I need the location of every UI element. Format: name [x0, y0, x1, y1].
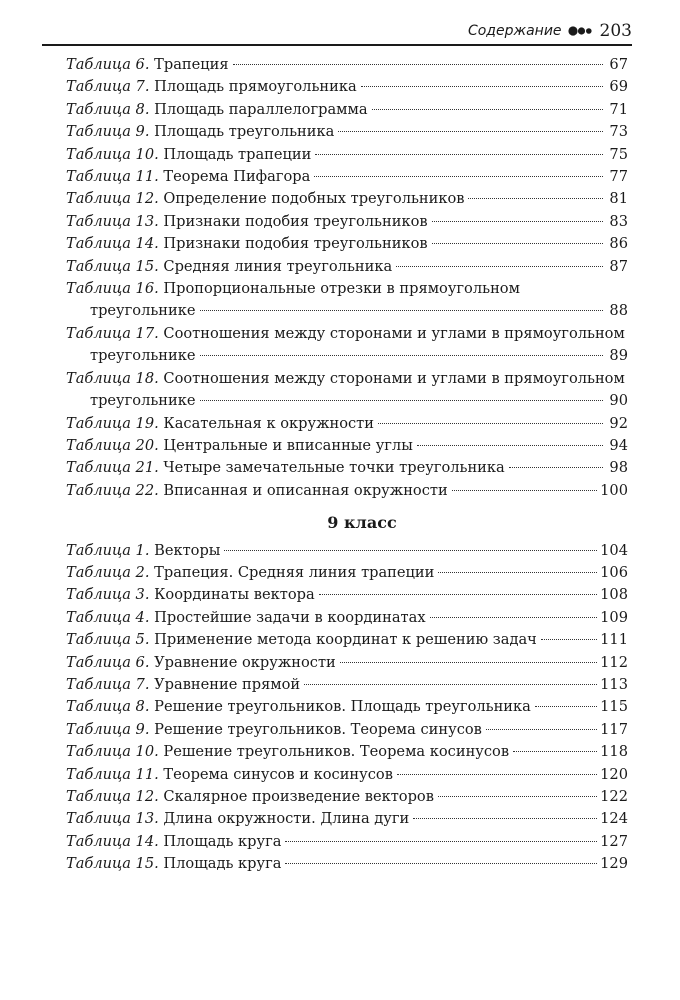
- dot-leader: [372, 109, 603, 110]
- toc-entry-number: Таблица 3.: [66, 586, 150, 604]
- toc-entry-title: Площадь круга: [163, 855, 282, 873]
- toc-entry-page: 71: [609, 100, 628, 118]
- toc-entry[interactable]: [66, 256, 628, 278]
- toc-entry-title: Признаки подобия треугольников: [163, 235, 428, 253]
- toc-entry-page: 90: [609, 392, 628, 410]
- toc-entry-first-line: [66, 368, 628, 390]
- toc-entry-title: Скалярное произведение векторов: [163, 788, 434, 805]
- toc-entry[interactable]: [66, 480, 628, 502]
- toc-entry-page: 88: [609, 302, 628, 320]
- toc-entry-title: Пропорциональные отрезки в прямоугольном: [163, 280, 520, 298]
- toc-entry-label: [66, 696, 531, 718]
- toc-entry[interactable]: [66, 413, 628, 435]
- toc-entry-label: [66, 831, 281, 853]
- toc-entry[interactable]: [66, 696, 628, 718]
- toc-entry-title: Соотношения между сторонами и углами в прямоугольном: [163, 369, 625, 387]
- toc-entry[interactable]: [66, 562, 628, 584]
- toc-entry-second-line: [66, 390, 628, 412]
- dot-leader: [200, 310, 604, 311]
- toc-entry[interactable]: [66, 629, 628, 651]
- toc-entry-label: [66, 674, 300, 696]
- toc-entry[interactable]: [66, 853, 628, 875]
- toc-entry-page: 75: [609, 145, 628, 163]
- toc-entry-page: 120: [600, 765, 628, 783]
- toc-entry-label: [66, 607, 426, 629]
- running-header: [42, 18, 632, 44]
- dot-leader: [304, 684, 597, 685]
- toc-entry-title: Четыре замечательные точки треугольника: [163, 459, 505, 477]
- toc-entry-page: 122: [600, 788, 628, 805]
- toc-entry-title: Теорема синусов и косинусов: [163, 765, 393, 783]
- toc-entry[interactable]: [66, 786, 628, 808]
- toc-entry[interactable]: [66, 674, 628, 696]
- toc-entry[interactable]: [66, 764, 628, 786]
- toc-entry[interactable]: [66, 540, 628, 562]
- toc-entry-page: 67: [609, 56, 628, 73]
- toc-entry-label: [66, 211, 428, 233]
- toc-entry-title: Площадь треугольника: [154, 123, 335, 141]
- dot-leader: [468, 198, 603, 199]
- page-number: 203: [599, 21, 632, 41]
- toc-entry-number: Таблица 15.: [66, 855, 159, 873]
- toc-entry-page: 129: [600, 855, 628, 873]
- toc-entry-label: [66, 76, 357, 98]
- toc-entry[interactable]: [66, 323, 628, 368]
- toc-entry-label: [66, 629, 537, 651]
- toc-entry[interactable]: [66, 54, 628, 76]
- toc-entry-label: [66, 853, 281, 875]
- toc-entry[interactable]: [66, 719, 628, 741]
- toc-entry[interactable]: [66, 808, 628, 830]
- toc-entry-first-line: [66, 278, 628, 300]
- triple-bullet-icon: [568, 25, 594, 37]
- toc-entry-number: Таблица 20.: [66, 436, 159, 454]
- dot-leader: [417, 445, 603, 446]
- toc-entry-page: 81: [609, 190, 628, 208]
- toc-entry-title-cont: треугольнике: [90, 347, 196, 365]
- toc-entry-title: Площадь трапеции: [163, 145, 312, 163]
- toc-entry-number: Таблица 14.: [66, 832, 159, 850]
- toc-entry-page: 89: [609, 347, 628, 365]
- toc-entry-number: Таблица 17.: [66, 324, 159, 342]
- toc-entry-number: Таблица 13.: [66, 212, 159, 230]
- toc-entry-number: Таблица 11.: [66, 168, 159, 186]
- toc-entry[interactable]: [66, 368, 628, 413]
- dot-leader: [541, 639, 597, 640]
- dot-leader: [285, 863, 597, 864]
- toc-entry-label: [66, 764, 393, 786]
- toc-entry[interactable]: [66, 278, 628, 323]
- toc-entry-title: Площадь параллелограмма: [154, 100, 368, 118]
- toc-entry-label: [66, 99, 368, 121]
- toc-entry-page: 83: [609, 212, 628, 230]
- dot-leader: [438, 572, 597, 573]
- toc-entry[interactable]: [66, 741, 628, 763]
- toc-entry-label: [66, 480, 448, 502]
- toc-entry-label: [66, 188, 464, 210]
- toc-entry-page: 100: [600, 481, 628, 499]
- dot-leader: [224, 550, 597, 551]
- toc-entry-title: Касательная к окружности: [163, 414, 374, 432]
- toc-entry-label: [66, 233, 428, 255]
- toc-entry-number: Таблица 2.: [66, 563, 150, 581]
- running-header-title: Содержание: [467, 23, 562, 39]
- dot-leader: [432, 221, 603, 222]
- dot-leader: [285, 841, 597, 842]
- toc-entry-label: [66, 256, 392, 278]
- toc-entry-label: [66, 413, 374, 435]
- toc-entry[interactable]: [66, 99, 628, 121]
- dot-leader: [413, 818, 597, 819]
- toc-entry-page: 69: [609, 78, 628, 96]
- dot-leader: [509, 467, 603, 468]
- toc-entry-number: Таблица 11.: [66, 765, 159, 783]
- toc-entry-title: Трапеция. Средняя линия трапеции: [154, 563, 435, 581]
- toc-entry-page: 77: [609, 168, 628, 186]
- dot-leader: [314, 176, 603, 177]
- toc-entry-number: Таблица 16.: [66, 280, 159, 298]
- toc-entry-number: Таблица 8.: [66, 698, 150, 716]
- toc-entry-number: Таблица 21.: [66, 459, 159, 477]
- dot-leader: [432, 243, 603, 244]
- toc-entry-number: Таблица 5.: [66, 631, 150, 649]
- toc-entry-label: [66, 540, 220, 562]
- dot-leader: [340, 662, 597, 663]
- toc-entry-label: [66, 435, 413, 457]
- toc-entry-number: Таблица 19.: [66, 414, 159, 432]
- dot-leader: [452, 490, 597, 491]
- dot-leader: [319, 594, 597, 595]
- toc-entry-label: [66, 54, 229, 76]
- toc-entry-label: [66, 166, 310, 188]
- toc-entry[interactable]: [66, 121, 628, 143]
- toc-entry-first-line: [66, 323, 628, 345]
- toc-entry-title: Уравнение прямой: [154, 675, 301, 693]
- grade9-heading: 9 класс: [327, 513, 397, 533]
- toc-entry-page: 98: [609, 459, 628, 477]
- dot-leader: [486, 729, 597, 730]
- toc-entry-page: 111: [600, 631, 628, 649]
- toc-entry-page: 92: [609, 414, 628, 432]
- toc-entry-title: Применение метода координат к решению задач: [154, 631, 537, 649]
- toc-entry-label: [66, 808, 409, 830]
- toc-entry-title: Уравнение окружности: [154, 653, 336, 671]
- toc-entry-title: Длина окружности. Длина дуги: [163, 810, 410, 828]
- toc-entry-number: Таблица 9.: [66, 123, 150, 141]
- dot-leader: [315, 154, 603, 155]
- toc-entry-label: [66, 652, 336, 674]
- toc-grade8-list: [66, 54, 628, 502]
- toc-entry-label: [66, 719, 482, 741]
- toc-entry-title: Векторы: [154, 541, 221, 559]
- toc-entry-title: Решение треугольников. Теорема косинусов: [163, 743, 510, 761]
- toc-entry-title: Площадь прямоугольника: [154, 78, 357, 96]
- toc-entry-title-cont: треугольнике: [90, 302, 196, 320]
- toc-entry[interactable]: [66, 457, 628, 479]
- toc-entry-title: Признаки подобия треугольников: [163, 212, 428, 230]
- toc-entry-number: Таблица 12.: [66, 788, 159, 805]
- toc-entry-page: 73: [609, 123, 628, 141]
- toc-entry-page: 109: [600, 608, 628, 626]
- toc-entry-number: Таблица 7.: [66, 675, 150, 693]
- dot-leader: [397, 774, 597, 775]
- toc-entry[interactable]: [66, 76, 628, 98]
- toc-entry-second-line: [66, 345, 628, 367]
- toc-entry-second-line: [66, 300, 628, 322]
- toc-grade9-list: [66, 540, 628, 876]
- toc-entry[interactable]: [66, 233, 628, 255]
- dot-leader: [513, 751, 597, 752]
- toc-entry-number: Таблица 10.: [66, 743, 159, 761]
- toc-entry-page: 94: [609, 436, 628, 454]
- toc-entry-label: [66, 121, 334, 143]
- toc-entry-title: Средняя линия треугольника: [163, 257, 393, 275]
- toc-entry-title-cont: треугольнике: [90, 392, 196, 410]
- toc-entry-label: [66, 786, 434, 808]
- toc-entry-page: 118: [600, 743, 628, 761]
- toc-entry[interactable]: [66, 584, 628, 606]
- dot-leader: [200, 400, 604, 401]
- toc-entry-number: Таблица 13.: [66, 810, 159, 828]
- toc-entry[interactable]: [66, 435, 628, 457]
- toc-entry-number: Таблица 15.: [66, 257, 159, 275]
- toc-entry-title: Центральные и вписанные углы: [163, 436, 413, 454]
- toc-entry-title: Определение подобных треугольников: [163, 190, 465, 208]
- toc-entry-page: 108: [600, 586, 628, 604]
- toc-entry[interactable]: [66, 211, 628, 233]
- toc-entry-page: 127: [600, 832, 628, 850]
- toc-entry-label: [66, 457, 505, 479]
- toc-entry-page: 117: [600, 720, 628, 738]
- toc-entry-number: Таблица 10.: [66, 145, 159, 163]
- toc-entry-title: Теорема Пифагора: [163, 168, 311, 186]
- dot-leader: [361, 86, 603, 87]
- table-of-contents: [66, 54, 628, 876]
- dot-leader: [200, 355, 604, 356]
- toc-entry-page: 113: [600, 675, 628, 693]
- toc-entry-page: 124: [600, 810, 628, 828]
- toc-entry-title: Координаты вектора: [154, 586, 315, 604]
- toc-entry-label: [66, 741, 509, 763]
- dot-leader: [396, 266, 603, 267]
- toc-entry-page: 87: [609, 257, 628, 275]
- dot-leader: [233, 64, 603, 65]
- toc-entry-number: Таблица 6.: [66, 653, 150, 671]
- toc-entry[interactable]: [66, 144, 628, 166]
- toc-entry-page: 112: [600, 653, 628, 671]
- toc-entry[interactable]: [66, 166, 628, 188]
- header-rule: [42, 44, 632, 46]
- toc-entry-number: Таблица 18.: [66, 369, 159, 387]
- toc-entry[interactable]: [66, 188, 628, 210]
- dot-leader: [535, 706, 597, 707]
- toc-entry[interactable]: [66, 831, 628, 853]
- dot-leader: [438, 796, 597, 797]
- toc-entry[interactable]: [66, 607, 628, 629]
- toc-entry-title: Соотношения между сторонами и углами в прямоугольном: [163, 324, 625, 342]
- toc-entry-number: Таблица 4.: [66, 608, 150, 626]
- toc-entry-label: [66, 144, 311, 166]
- toc-entry-title: Вписанная и описанная окружности: [163, 481, 448, 499]
- toc-entry-number: Таблица 9.: [66, 720, 150, 738]
- toc-entry-title: Трапеция: [154, 56, 229, 73]
- toc-entry-label: [66, 584, 315, 606]
- toc-entry-page: 106: [600, 563, 628, 581]
- toc-entry-number: Таблица 22.: [66, 481, 159, 499]
- toc-entry-number: Таблица 14.: [66, 235, 159, 253]
- toc-entry-page: 86: [609, 235, 628, 253]
- toc-entry[interactable]: [66, 652, 628, 674]
- dot-leader: [338, 131, 603, 132]
- toc-entry-title: Простейшие задачи в координатах: [154, 608, 426, 626]
- toc-entry-number: Таблица 7.: [66, 78, 150, 96]
- dot-leader: [378, 423, 603, 424]
- toc-entry-page: 115: [600, 698, 628, 716]
- toc-entry-page: 104: [600, 541, 628, 559]
- toc-entry-label: [66, 562, 434, 584]
- toc-entry-number: Таблица 1.: [66, 541, 150, 559]
- dot-leader: [430, 617, 598, 618]
- toc-entry-number: Таблица 8.: [66, 100, 150, 118]
- toc-entry-title: Решение треугольников. Теорема синусов: [154, 720, 482, 738]
- toc-entry-number: Таблица 12.: [66, 190, 159, 208]
- toc-entry-title: Площадь круга: [163, 832, 282, 850]
- toc-entry-number: Таблица 6.: [66, 56, 150, 73]
- toc-entry-title: Решение треугольников. Площадь треугольника: [154, 698, 531, 716]
